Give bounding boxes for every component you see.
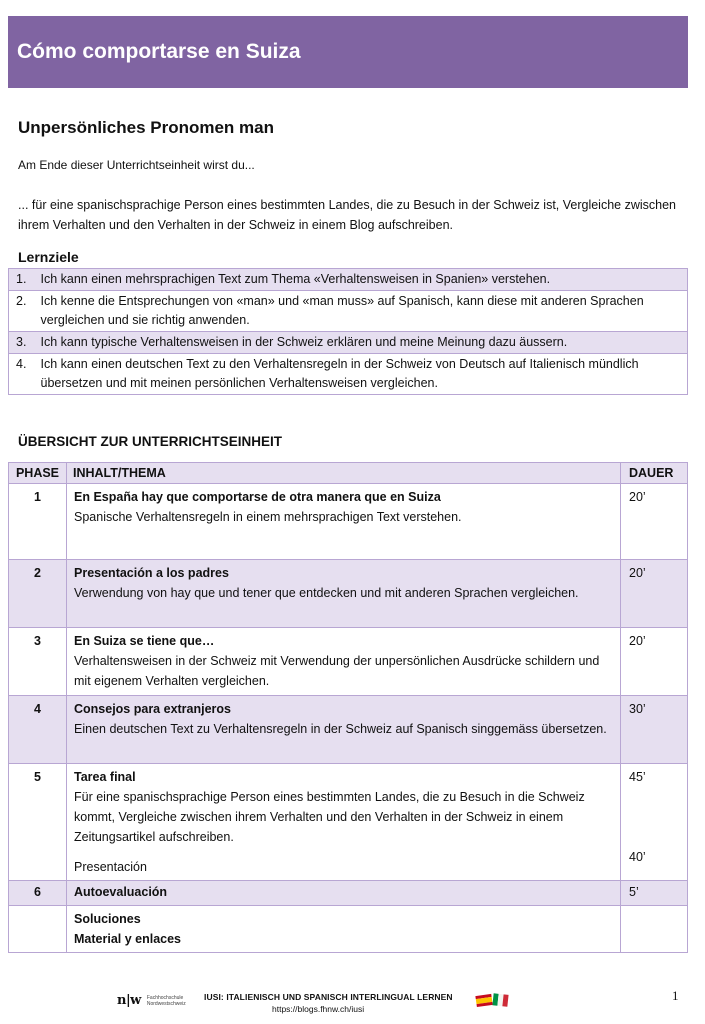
page-title: Cómo comportarse en Suiza xyxy=(17,40,301,63)
footer-title: IUSI: ITALIENISCH UND SPANISCH INTERLINGUAL LERNEN xyxy=(204,992,453,1002)
col-duration-header: DAUER xyxy=(621,463,688,484)
objective-row xyxy=(9,291,688,332)
phase-content xyxy=(67,560,621,628)
phase-extra: Presentación xyxy=(74,860,147,874)
phase-content xyxy=(67,906,621,953)
phase-title: En España hay que comportarse de otra manera que en Suiza xyxy=(74,490,441,504)
objective-text: Ich kann einen mehrsprachigen Text zum Thema «Verhaltensweisen in Spanien» verstehen. xyxy=(35,269,688,291)
phase-content xyxy=(67,696,621,764)
phase-duration: 20’ xyxy=(621,628,688,696)
goal-text: ... für eine spanischsprachige Person eines bestimmten Landes, die zu Besuch in der Schweiz ist, Vergleiche zwischen ihrem Verhalten und den Verhalten in der Schweiz in einem Blog aufschreiben. xyxy=(18,198,676,232)
overview-table xyxy=(8,462,688,953)
table-row xyxy=(9,628,688,696)
phase-number: 1 xyxy=(9,484,67,560)
logo-mark: n|w xyxy=(117,993,141,1008)
table-header-row xyxy=(9,463,688,484)
table-row xyxy=(9,764,688,881)
header-banner xyxy=(8,16,688,88)
phase-content xyxy=(67,881,621,906)
phase-content xyxy=(67,764,621,881)
phase-duration: 20’ xyxy=(621,560,688,628)
phase-number: 3 xyxy=(9,628,67,696)
objective-row xyxy=(9,332,688,354)
objective-number: 2. xyxy=(9,291,35,332)
phase-duration: 20’ xyxy=(621,484,688,560)
phase-desc: Für eine spanischsprachige Person eines bestimmten Landes, die zu Besuch in die Schweiz kommt, Vergleiche zwischen ihrem Verhalten und den Verhalten in der Schweiz in einem Zeitungsartikel aufschreiben. xyxy=(74,790,585,844)
phase-number: 4 xyxy=(9,696,67,764)
logo-caption-line-2: Nordwestschweiz xyxy=(146,1000,186,1007)
objective-text: Ich kenne die Entsprechungen von «man» und «man muss» auf Spanisch, kann diese mit anderen Sprachen vergleichen und sie richtig anwenden. xyxy=(35,291,688,332)
phase-content xyxy=(67,484,621,560)
table-row xyxy=(9,696,688,764)
logo-caption xyxy=(147,995,186,1007)
page-number: 1 xyxy=(672,988,679,1003)
phase-number: 2 xyxy=(9,560,67,628)
phase-number xyxy=(9,906,67,953)
phase-duration-extra: 40’ xyxy=(629,850,646,864)
phase-desc: Spanische Verhaltensregeln in einem mehrsprachigen Text verstehen. xyxy=(74,510,462,524)
col-phase-header: PHASE xyxy=(9,463,67,484)
phase-title: Autoevaluación xyxy=(74,885,168,899)
table-row xyxy=(9,560,688,628)
intro-text: Am Ende dieser Unterrichtseinheit wirst du... xyxy=(18,158,255,172)
phase-duration xyxy=(621,764,688,881)
page-footer xyxy=(0,988,705,1018)
phase-duration xyxy=(621,906,688,953)
phase-title: Presentación a los padres xyxy=(74,566,229,580)
phase-desc: Einen deutschen Text zu Verhaltensregeln in der Schweiz auf Spanisch singgemäss übersetzen. xyxy=(74,722,607,736)
phase-number: 6 xyxy=(9,881,67,906)
phase-duration: 30’ xyxy=(621,696,688,764)
objective-row xyxy=(9,354,688,395)
phase-desc: Verhaltensweisen in der Schweiz mit Verwendung der unpersönlichen Ausdrücke schildern und mit eigenem Verhalten vergleichen. xyxy=(74,654,600,688)
phase-duration-main: 45’ xyxy=(629,770,646,784)
lernziele-table xyxy=(8,268,688,395)
table-row xyxy=(9,484,688,560)
col-content-header: INHALT/THEMA xyxy=(67,463,621,484)
phase-title: Soluciones xyxy=(74,912,141,926)
overview-heading: ÜBERSICHT ZUR UNTERRICHTSEINHEIT xyxy=(18,434,283,449)
phase-title: Consejos para extranjeros xyxy=(74,702,232,716)
table-row xyxy=(9,906,688,953)
phase-content xyxy=(67,628,621,696)
phase-number: 5 xyxy=(9,764,67,881)
phase-title: Tarea final xyxy=(74,770,136,784)
spain-italy-flags-icon xyxy=(475,992,509,1008)
objective-number: 4. xyxy=(9,354,35,395)
objective-number: 1. xyxy=(9,269,35,291)
phase-duration: 5’ xyxy=(621,881,688,906)
logo-caption-line-1: Fachhochschule xyxy=(146,994,184,1001)
footer-url[interactable]: https://blogs.fhnw.ch/iusi xyxy=(272,1004,365,1014)
section-title: Unpersönliches Pronomen man xyxy=(18,118,274,137)
objective-row xyxy=(9,269,688,291)
lernziele-heading: Lernziele xyxy=(18,249,79,265)
objective-text: Ich kann typische Verhaltensweisen in der Schweiz erklären und meine Meinung dazu äussern. xyxy=(35,332,688,354)
phase-desc: Verwendung von hay que und tener que entdecken und mit anderen Sprachen vergleichen. xyxy=(74,586,579,600)
phase-title-2: Material y enlaces xyxy=(74,932,182,946)
objective-text: Ich kann einen deutschen Text zu den Verhaltensregeln in der Schweiz von Deutsch auf Italienisch mündlich übersetzen und mit meinen persönlichen Verhaltensweisen vergleichen. xyxy=(35,354,688,395)
phase-title: En Suiza se tiene que… xyxy=(74,634,215,648)
fhnw-logo xyxy=(117,993,186,1008)
objective-number: 3. xyxy=(9,332,35,354)
table-row xyxy=(9,881,688,906)
